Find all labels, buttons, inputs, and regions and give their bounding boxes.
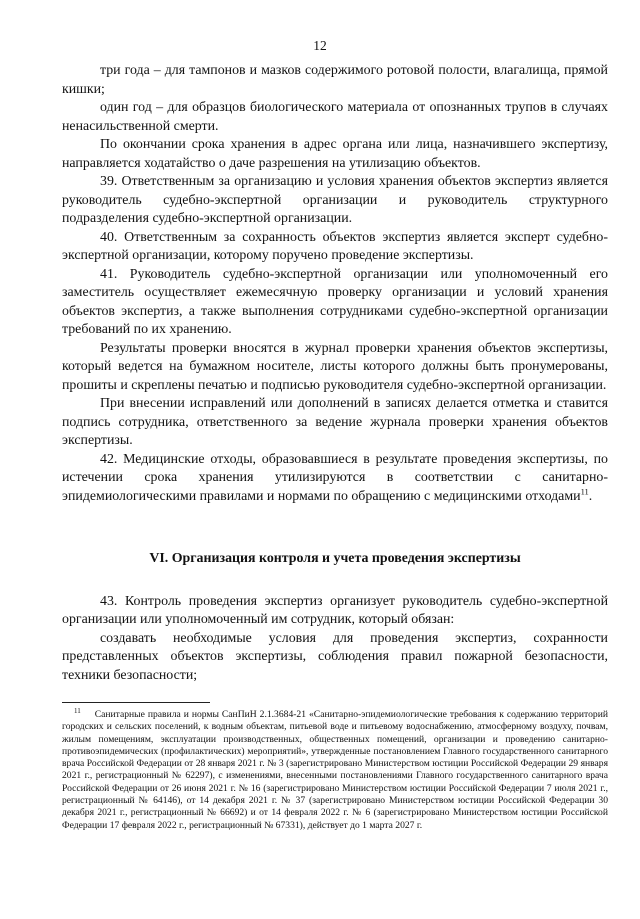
paragraph: По окончании срока хранения в адрес органа или лица, назначившего экспертизу, направляется ходатайство о даче разрешения на утилизацию объектов.: [62, 137, 608, 171]
footnote-text: Санитарные правила и нормы СанПиН 2.1.3684-21 «Санитарно-эпидемиологические требования к содержанию территорий городских и сельских поселений, к водным объектам, питьевой воде и питьевому водоснабжению, атмосферному воздуху, почвам, жилым помещениям, эксплуатации производственных, общественных помещений, организации и проведению санитарно-противоэпидемических (профилактических) мероприятий», утвержденные постановлением Главного государственного санитарного врача Российской Федерации от 28 января 2021 г. № 3 (зарегистрировано Министерством юстиции Российской Федерации 29 января 2021 г., регистрационный № 62297), с изменениями, внесенными постановлениями Главного государственного санитарного врача Российской Федерации от 26 июня 2021 г. № 16 (зарегистрировано Министерством юстиции Российской Федерации 7 июля 2021 г., регистрационный № 64146), от 14 декабря 2021 г. № 37 (зарегистрировано Министерством юстиции Российской Федерации 30 декабря 2021 г., регистрационный № 66692) и от 14 февраля 2022 г. № 6 (зарегистрировано Министерством юстиции Российской Федерации 17 февраля 2022 г., регистрационный № 67331), действует до 1 марта 2027 г.: [62, 709, 608, 831]
paragraph: создавать необходимые условия для проведения экспертиз, сохранности представленных объектов экспертизы, соблюдения правил пожарной безопасности, техники безопасности;: [62, 630, 608, 683]
paragraph: три года – для тампонов и мазков содержимого ротовой полости, влагалища, прямой кишки;: [62, 63, 608, 97]
paragraph-42: [62, 451, 608, 507]
footnote-separator: [62, 702, 210, 703]
paragraph: один год – для образцов биологического материала от опознанных трупов в случаях ненасильственной смерти.: [62, 100, 608, 134]
spacer: [62, 506, 608, 550]
paragraph: При внесении исправлений или дополнений в записях делается отметка и ставится подпись сотрудника, ответственного за ведение журнала проверки хранения объектов экспертизы.: [62, 396, 608, 448]
spacer: [62, 569, 608, 593]
paragraph-42-end: .: [588, 488, 593, 504]
footnote-mark: 11: [74, 706, 81, 715]
page-number: 12: [313, 38, 327, 53]
document-body: [62, 62, 608, 685]
section-heading: VI. Организация контроля и учета проведения экспертизы: [149, 551, 521, 566]
footnote-reference[interactable]: 11: [580, 485, 589, 496]
footnote: [62, 706, 608, 832]
paragraph-39: 39. Ответственным за организацию и условия хранения объектов экспертиз является руководитель судебно-экспертной организации и руководитель структурного подразделения судебно-экспертной организации.: [62, 174, 608, 226]
paragraph-43: 43. Контроль проведения экспертиз организует руководитель судебно-экспертной организации или уполномоченный им сотрудник, который обязан:: [62, 593, 608, 627]
paragraph-42-text: 42. Медицинские отходы, образовавшиеся в результате проведения экспертизы, по истечении срока хранения утилизируются в соответствии с санитарно-эпидемиологическими правилами и нормами по обращению с медицинскими отходами: [62, 451, 608, 504]
paragraph-41: 41. Руководитель судебно-экспертной организации или уполномоченный его заместитель осуществляет ежемесячную проверку организации и условий хранения объектов экспертиз, а также выполнения сотрудниками судебно-экспертной организации требований по их хранению.: [62, 266, 608, 337]
paragraph-40: 40. Ответственным за сохранность объектов экспертиз является эксперт судебно-экспертной организации, которому поручено проведение экспертизы.: [62, 229, 608, 263]
paragraph: Результаты проверки вносятся в журнал проверки хранения объектов экспертизы, который ведется на бумажном носителе, листы которого должны быть пронумерованы, прошиты и скреплены печатью и подписью руководителя судебно-экспертной организации.: [62, 340, 608, 393]
